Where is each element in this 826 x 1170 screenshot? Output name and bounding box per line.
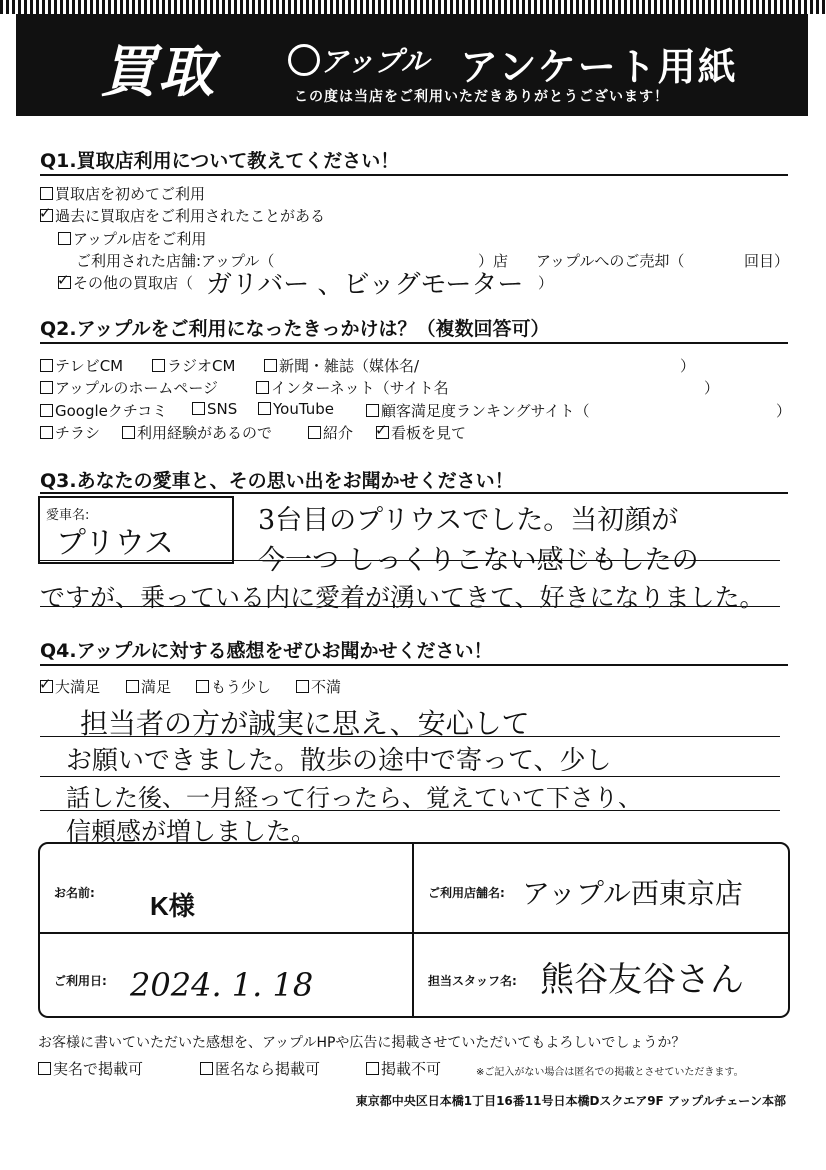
checkbox-checked[interactable] [376,426,389,439]
customer-info-panel [38,842,790,1018]
checkbox[interactable] [122,426,135,439]
q1-option-first[interactable] [40,183,205,204]
q1-other-answer: ガリバー 、ビッグモーター [206,270,524,300]
permission-anon-label: 匿名なら掲載可 [215,1060,321,1078]
q2-opt-label: アップルのホームページ [55,379,219,397]
date-label: ご利用日: [54,974,107,988]
top-stripe [0,0,826,14]
shop-label: ご利用店舗名: [428,886,505,900]
q2-row1-close: ） [680,357,696,375]
shop-value: アップル西東京店 [522,877,743,910]
q4-opt-label: 不満 [311,678,342,696]
permission-realname-label: 実名で掲載可 [53,1060,144,1078]
checkbox-checked[interactable] [40,209,53,222]
checkbox[interactable] [200,1062,213,1075]
q3-answer-line-1: 3台目のプリウスでした。当初顔が [258,505,679,536]
q4-answer-line-2: お願いできました。散歩の途中で寄って、少し [66,746,612,776]
name-value: K様 [150,891,195,921]
panel-vertical-divider [412,844,414,1016]
q2-opt-tvcm[interactable] [40,355,123,376]
q2-divider [40,342,788,344]
q4-opt-label: もう少し [211,678,272,696]
q2-opt-label: チラシ [55,424,101,442]
checkbox[interactable] [296,680,309,693]
header-subtitle: この度は当店をご利用いただきありがとうございます！ [294,89,669,105]
q2-opt-label: SNS [207,400,238,418]
checkbox[interactable] [308,426,321,439]
q3-answer-line-3: ですが、乗っている内に愛着が湧いてきて、好きになりました。 [40,583,765,612]
apple-logo-icon [288,44,320,76]
checkbox[interactable] [366,1062,379,1075]
checkbox[interactable] [366,404,379,417]
q4-answer-line-4: 信頼感が増しました。 [66,817,317,846]
company-address: 東京都中央区日本橋1丁目16番11号日本橋Dスクエア9F アップルチェーン本部 [355,1094,786,1108]
q1-option-past-label: 過去に買取店をご利用されたことがある [55,207,326,225]
q2-opt-referral[interactable] [308,422,353,443]
permission-none[interactable] [366,1058,441,1079]
q2-opt-youtube[interactable] [258,400,334,418]
q1-sale-label: アップルへのご売却（ [536,252,685,270]
checkbox-checked[interactable] [58,276,71,289]
q1-option-other[interactable] [58,272,193,293]
q2-question: Q2.アップルをご利用になったきっかけは？（複数回答可） [40,318,550,340]
checkbox[interactable] [40,381,53,394]
q2-row3-close: ） [776,402,792,420]
q3-question: Q3.あなたの愛車と、その思い出をお聞かせください！ [40,470,514,492]
q2-opt-label: 新聞・雑誌（媒体名/ [279,357,420,375]
permission-realname[interactable] [38,1058,143,1079]
checkbox[interactable] [40,359,53,372]
checkbox[interactable] [126,680,139,693]
permission-question: お客様に書いていただいた感想を、アップルHPや広告に掲載させていただいてもよろしいでしょうか？ [38,1035,686,1051]
checkbox[interactable] [264,359,277,372]
q4-question: Q4.アップルに対する感想をぜひお聞かせください！ [40,640,493,662]
checkbox[interactable] [258,402,271,415]
q1-option-past[interactable] [40,205,325,226]
q1-option-apple-label: アップル店をご利用 [73,230,207,248]
q2-opt-signboard[interactable] [376,422,466,443]
q2-opt-google[interactable] [40,400,167,421]
q4-opt-so-so[interactable] [196,676,271,697]
q4-divider [40,664,788,666]
q2-opt-label: Googleクチコミ [55,402,168,420]
staff-label: 担当スタッフ名: [428,974,517,988]
permission-none-label: 掲載不可 [381,1060,442,1078]
q2-row2-close: ） [704,379,720,397]
permission-anon[interactable] [200,1058,320,1079]
q2-opt-ranking[interactable] [366,400,590,421]
q2-opt-experience[interactable] [122,422,272,443]
checkbox[interactable] [40,404,53,417]
q4-opt-unsatisfied[interactable] [296,676,341,697]
checkbox-checked[interactable] [40,680,53,693]
date-value: 2024. 1. 18 [130,966,314,1004]
q1-option-other-label: その他の買取店（ [73,274,194,292]
q1-option-first-label: 買取店を初めてご利用 [55,185,206,203]
header-banner [16,14,808,116]
staff-value: 熊谷友谷さん [540,960,744,1000]
q1-option-apple[interactable] [58,228,206,249]
checkbox[interactable] [152,359,165,372]
q3-answer-line-2: 今一つ しっくりこない感じもしたの [258,545,699,576]
car-label: 愛車名: [46,508,90,523]
q1-divider [40,174,788,176]
q2-opt-label: YouTube [273,400,334,418]
checkbox[interactable] [38,1062,51,1075]
name-label: お名前: [54,886,95,900]
panel-horizontal-divider [40,932,788,934]
checkbox[interactable] [40,187,53,200]
q4-opt-satisfied[interactable] [126,676,171,697]
car-name: プリウス [56,526,174,561]
q2-opt-label: 利用経験があるので [137,424,273,442]
q1-question: Q1.買取店利用について教えてください！ [40,150,400,172]
checkbox[interactable] [192,402,205,415]
header-big-title: 買取 [100,40,216,105]
checkbox[interactable] [40,426,53,439]
permission-note: ※ご記入がない場合は匿名での掲載とさせていただきます。 [476,1067,744,1078]
q2-opt-radiocm[interactable] [152,355,235,376]
q2-opt-label: 紹介 [323,424,354,442]
q1-sale-suffix: 回目） [744,252,790,270]
q4-opt-very-satisfied[interactable] [40,676,100,697]
q2-opt-label: ラジオCM [167,357,236,375]
q4-opt-label: 満足 [141,678,172,696]
q2-opt-flyer[interactable] [40,422,100,443]
checkbox[interactable] [196,680,209,693]
q2-opt-label: テレビCM [55,357,124,375]
q2-opt-newspaper[interactable] [264,355,419,376]
q2-opt-homepage[interactable] [40,377,218,398]
q2-opt-sns[interactable] [192,400,237,418]
q1-other-close: ） [538,274,554,292]
q1-shop-suffix: ）店 [478,252,509,270]
car-name-box [38,496,234,564]
q4-answer-line-3: 話した後、一月経って行ったら、覚えていて下さり、 [66,784,642,812]
q1-shop-label: ご利用された店舗:アップル（ [76,252,275,270]
q2-opt-label: 顧客満足度ランキングサイト（ [381,402,590,420]
checkbox[interactable] [58,232,71,245]
q4-opt-label: 大満足 [55,678,101,696]
q2-opt-internet[interactable] [256,377,449,398]
header-brand: アップル [320,45,429,78]
q4-answer-line-1: 担当者の方が誠実に思え、安心して [80,707,530,740]
q2-opt-label: インターネット（サイト名 [271,379,449,397]
q2-opt-label: 看板を見て [391,424,467,442]
checkbox[interactable] [256,381,269,394]
header-title: アンケート用紙 [460,45,738,89]
q3-divider [40,492,788,494]
